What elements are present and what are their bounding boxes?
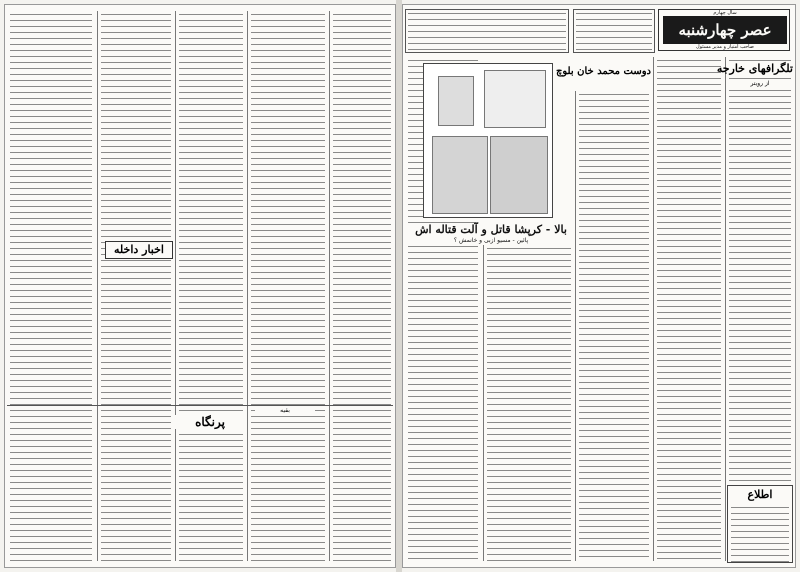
foreign-telegrams-heading: تلگرافهای خارجه xyxy=(716,62,793,75)
left-page xyxy=(4,4,396,568)
left-page-column-1 xyxy=(7,11,95,561)
photo-subcaption: پائین - مسیو ازبی و خانمش ؟ xyxy=(407,237,575,244)
right-page-column-4 xyxy=(653,57,724,561)
article-heading-parangah: پرنگاه xyxy=(175,415,245,429)
right-page-column-3 xyxy=(575,91,652,561)
photo-panel xyxy=(423,63,553,218)
weapon-photo xyxy=(484,70,546,128)
masthead-issue-line: سال چهارم xyxy=(713,10,737,16)
masthead-publisher-line: صاحب امتیاز و مدیر مسئول xyxy=(696,44,754,50)
masthead-title: عصر چهارشنبه xyxy=(663,16,787,44)
right-page-column-2 xyxy=(483,245,574,561)
couple-photo-left xyxy=(432,136,488,214)
notice-heading: اطلاع xyxy=(730,488,790,502)
photo-caption: بالا - کرپشا قاتل و آلت قتاله اش xyxy=(407,223,575,236)
left-page-column-2 xyxy=(97,11,174,561)
portrait-photo xyxy=(438,76,474,126)
section-heading-internal-news: اخبار داخله xyxy=(105,241,173,259)
foreign-telegrams-subheading: از رویتر xyxy=(727,79,793,88)
right-page xyxy=(402,4,796,568)
bottom-strip-label: بقیه xyxy=(255,407,315,415)
left-page-column-3 xyxy=(175,11,246,561)
left-page-column-5 xyxy=(329,11,394,561)
masthead xyxy=(658,9,790,51)
left-page-column-4 xyxy=(247,11,328,561)
bottom-strip-rule xyxy=(7,405,393,406)
lead-article-heading: دوست محمد خان بلوچ xyxy=(575,63,651,81)
notice-box xyxy=(727,485,793,563)
subscription-info-box xyxy=(573,9,655,53)
weather-table-box xyxy=(405,9,569,53)
couple-photo-right xyxy=(490,136,548,214)
